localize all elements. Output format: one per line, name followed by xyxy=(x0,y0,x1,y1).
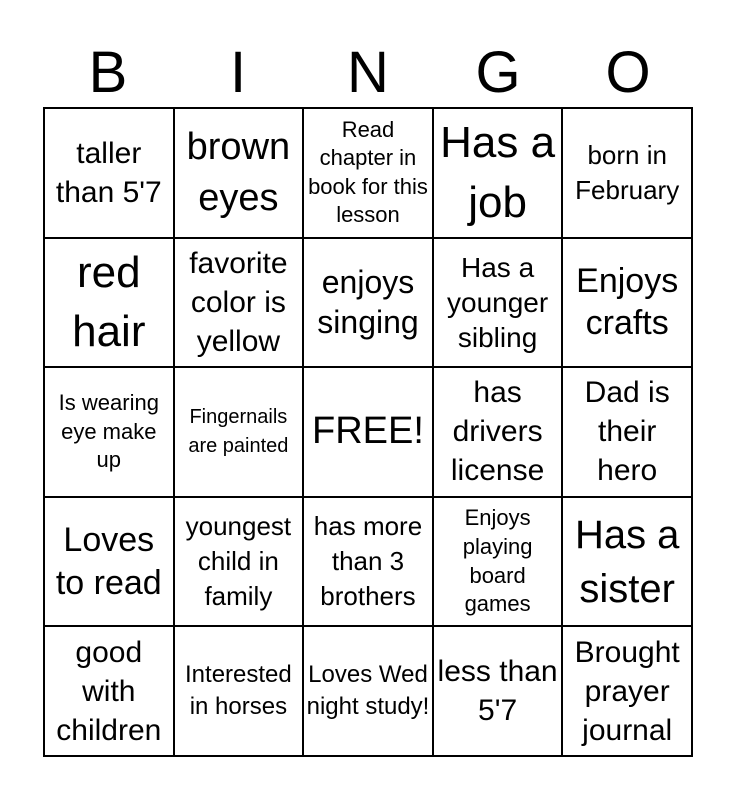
cell-text: has drivers license xyxy=(450,376,545,488)
bingo-cell[interactable] xyxy=(433,108,563,238)
bingo-cell[interactable] xyxy=(433,367,563,497)
bingo-cell[interactable] xyxy=(562,238,692,368)
bingo-cell[interactable] xyxy=(174,108,304,238)
cell-text: red hair xyxy=(72,248,146,357)
bingo-cell[interactable] xyxy=(44,367,174,497)
bingo-cell[interactable] xyxy=(174,497,304,627)
bingo-cell[interactable] xyxy=(174,238,304,368)
bingo-cell[interactable] xyxy=(44,626,174,756)
header-letter-g: G xyxy=(475,40,521,105)
bingo-cell[interactable] xyxy=(44,108,174,238)
bingo-cell[interactable] xyxy=(174,626,304,756)
cell-text: has more than 3 brothers xyxy=(313,510,423,612)
cell-text: Brought prayer journal xyxy=(574,635,680,747)
bingo-cell[interactable] xyxy=(44,497,174,627)
bingo-cell[interactable] xyxy=(303,238,433,368)
bingo-header xyxy=(43,42,693,104)
free-space-cell[interactable] xyxy=(303,367,433,497)
cell-text: born in February xyxy=(575,139,680,205)
cell-text: Has a job xyxy=(440,118,556,227)
cell-text: youngest child in family xyxy=(185,510,292,612)
bingo-cell[interactable] xyxy=(303,626,433,756)
cell-text: Has a younger sibling xyxy=(447,251,549,353)
cell-text: Is wearing eye make up xyxy=(58,390,159,473)
cell-text: FREE! xyxy=(312,410,424,453)
cell-text: Loves Wed night study! xyxy=(306,660,430,721)
cell-text: taller than 5'7 xyxy=(55,136,162,209)
cell-text: Read chapter in book for this lesson xyxy=(308,116,428,228)
cell-text: Loves to read xyxy=(55,521,162,602)
bingo-cell[interactable] xyxy=(44,238,174,368)
bingo-cell[interactable] xyxy=(562,626,692,756)
bingo-cell[interactable] xyxy=(303,497,433,627)
bingo-cell[interactable] xyxy=(562,497,692,627)
bingo-cell[interactable] xyxy=(303,108,433,238)
header-letter-o: O xyxy=(605,40,651,105)
cell-text: Enjoys playing board games xyxy=(462,505,533,617)
cell-text: brown eyes xyxy=(186,125,291,219)
bingo-cell[interactable] xyxy=(433,497,563,627)
cell-text: Has a sister xyxy=(574,512,680,611)
cell-text: less than 5'7 xyxy=(437,655,558,728)
cell-text: Fingernails are painted xyxy=(188,405,289,457)
cell-text: good with children xyxy=(56,635,162,747)
bingo-cell[interactable] xyxy=(562,367,692,497)
bingo-cell[interactable] xyxy=(174,367,304,497)
cell-text: enjoys singing xyxy=(317,264,419,341)
header-letter-n: N xyxy=(347,40,389,105)
bingo-cell[interactable] xyxy=(433,238,563,368)
cell-text: Dad is their hero xyxy=(584,376,670,488)
bingo-cell[interactable] xyxy=(562,108,692,238)
bingo-board xyxy=(43,107,693,757)
cell-text: favorite color is yellow xyxy=(189,246,288,358)
cell-text: Enjoys crafts xyxy=(576,261,679,343)
bingo-cell[interactable] xyxy=(433,626,563,756)
header-letter-b: B xyxy=(88,40,128,105)
header-letter-i: I xyxy=(229,40,247,105)
cell-text: Interested in horses xyxy=(185,660,292,721)
